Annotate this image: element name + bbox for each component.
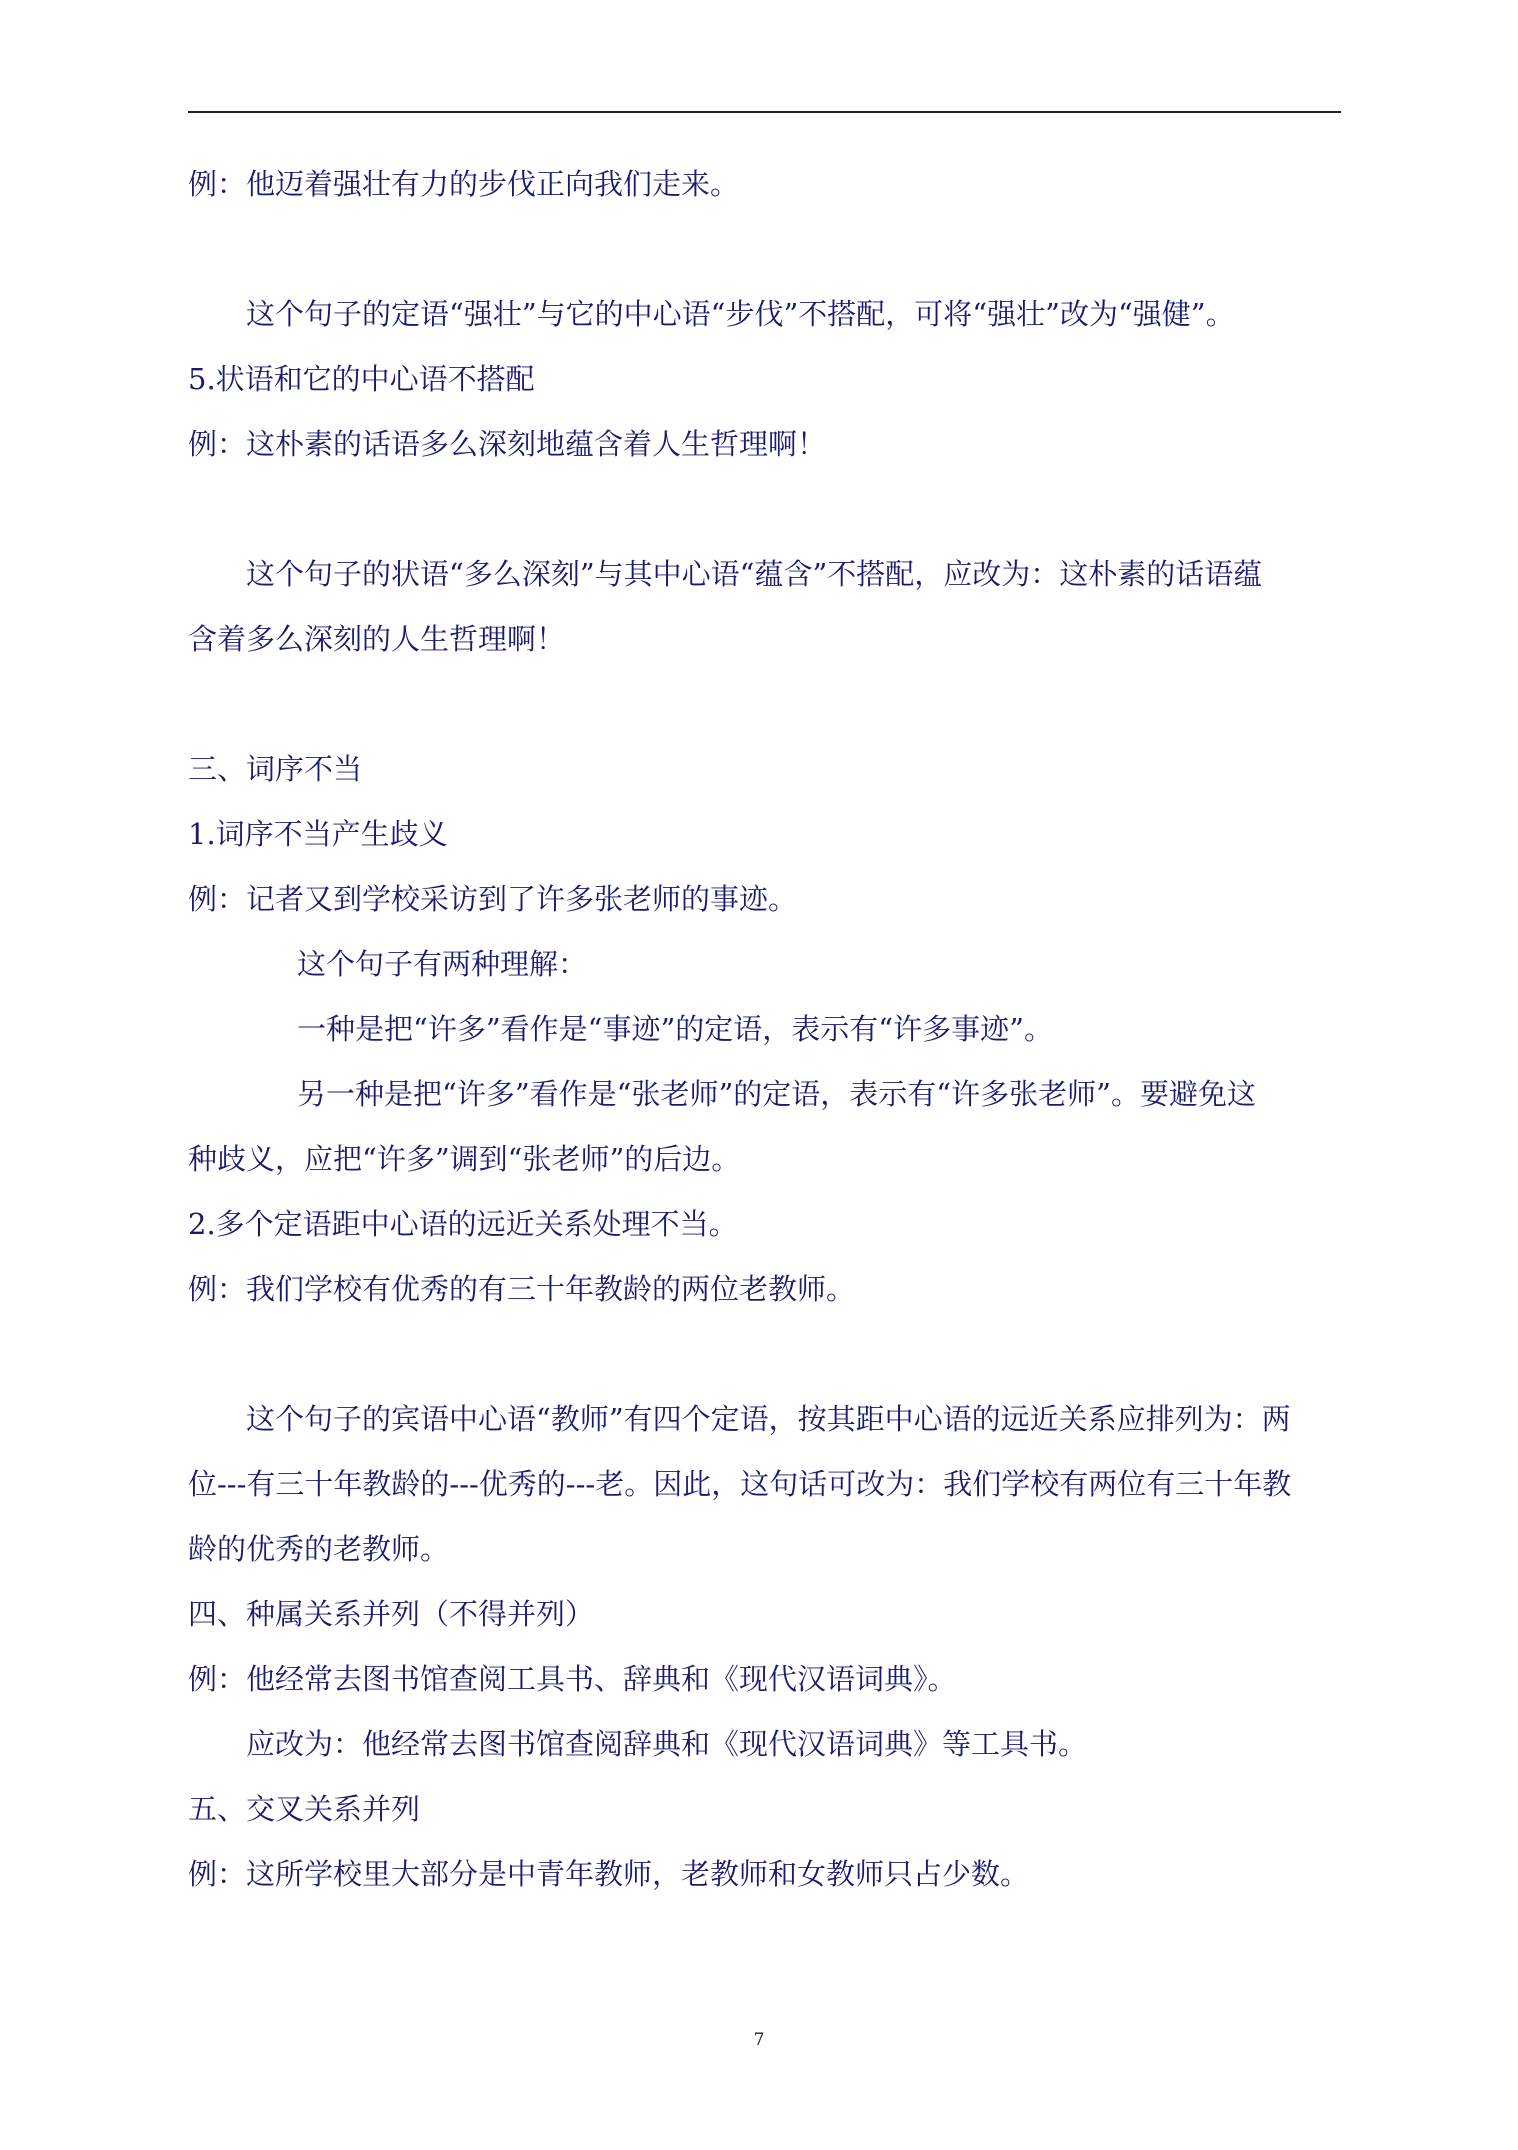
section-heading: 四、种属关系并列（不得并列） bbox=[188, 1597, 595, 1631]
example-text: 例：这朴素的话语多么深刻地蕴含着人生哲理啊！ bbox=[188, 427, 827, 461]
paragraph-text: 位---有三十年教龄的---优秀的---老。因此，这句话可改为：我们学校有两位有三十年教 bbox=[188, 1467, 1292, 1501]
paragraph-text: 含着多么深刻的人生哲理啊！ bbox=[188, 622, 566, 656]
subsection-heading: 5.状语和它的中心语不搭配 bbox=[188, 362, 535, 396]
paragraph-text: 龄的优秀的老教师。 bbox=[188, 1532, 450, 1566]
paragraph-text: 应改为：他经常去图书馆查阅辞典和《现代汉语词典》等工具书。 bbox=[246, 1727, 1088, 1761]
section-heading: 五、交叉关系并列 bbox=[188, 1792, 421, 1826]
header-rule bbox=[188, 111, 1341, 113]
subsection-heading: 2.多个定语距中心语的远近关系处理不当。 bbox=[188, 1207, 738, 1241]
example-text: 例：我们学校有优秀的有三十年教龄的两位老教师。 bbox=[188, 1272, 856, 1306]
paragraph-text: 一种是把“许多”看作是“事迹”的定语，表示有“许多事迹”。 bbox=[297, 1012, 1053, 1046]
section-heading: 三、词序不当 bbox=[188, 752, 363, 786]
page-number: 7 bbox=[753, 2030, 765, 2050]
paragraph-text: 这个句子的宾语中心语“教师”有四个定语，按其距中心语的远近关系应排列为：两 bbox=[246, 1402, 1291, 1436]
paragraph-text: 这个句子的状语“多么深刻”与其中心语“蕴含”不搭配，应改为：这朴素的话语蕴 bbox=[246, 557, 1263, 591]
subsection-heading: 1.词序不当产生歧义 bbox=[188, 817, 448, 851]
example-text: 例：这所学校里大部分是中青年教师，老教师和女教师只占少数。 bbox=[188, 1857, 1030, 1891]
paragraph-text: 种歧义，应把“许多”调到“张老师”的后边。 bbox=[188, 1142, 741, 1176]
paragraph-text: 这个句子的定语“强壮”与它的中心语“步伐”不搭配，可将“强壮”改为“强健”。 bbox=[246, 297, 1235, 331]
paragraph-text: 另一种是把“许多”看作是“张老师”的定语，表示有“许多张老师”。要避免这 bbox=[297, 1077, 1256, 1111]
example-text: 例：他经常去图书馆查阅工具书、辞典和《现代汉语词典》。 bbox=[188, 1662, 957, 1696]
paragraph-text: 这个句子有两种理解： bbox=[297, 947, 588, 981]
example-text: 例：他迈着强壮有力的步伐正向我们走来。 bbox=[188, 167, 740, 201]
example-text: 例：记者又到学校采访到了许多张老师的事迹。 bbox=[188, 882, 798, 916]
